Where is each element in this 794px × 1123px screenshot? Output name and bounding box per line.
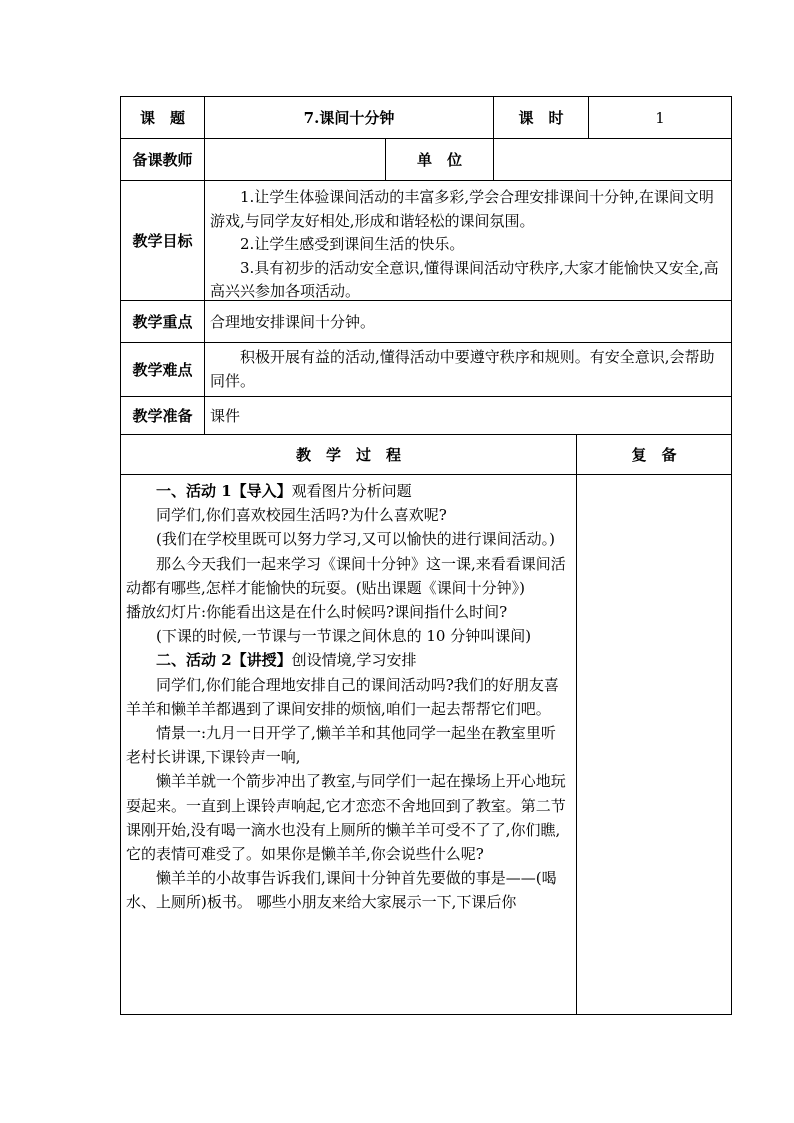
preparation-value: 课件	[210, 406, 241, 425]
goal-item: 2.让学生感受到课间生活的快乐。	[240, 235, 465, 254]
table-border-bottom	[120, 1014, 732, 1015]
table-rule	[120, 342, 732, 343]
table-border-right	[731, 96, 732, 1015]
goals-content	[210, 186, 726, 304]
process-line: (下课的时候,一节课与一节课之间休息的 10 分钟叫课间)	[156, 627, 532, 646]
process-line: 懒羊羊就一个箭步冲出了教室,与同学们一起在操场上开心地玩耍起来。一直到上课铃声响起,它才恋恋不舍地回到了教室。第二节课刚开始,没有喝一滴水也没有上厕所的懒羊羊可受不了了,你们瞧,它的表情可难受了。如果你是懒羊羊,你会说些什么呢?	[126, 772, 566, 864]
difficulty-label: 教学难点	[132, 360, 193, 379]
difficulty-value: 积极开展有益的活动,懂得活动中要遵守秩序和规则。有安全意识,会帮助同伴。	[210, 348, 715, 390]
process-line: 懒羊羊的小故事告诉我们,课间十分钟首先要做的事是——(喝水、上厕所)板书。 哪些小朋友来给大家展示一下,下课后你	[126, 869, 557, 912]
process-heading-text: 观看图片分析问题	[291, 482, 412, 500]
goal-item: 3.具有初步的活动安全意识,懂得课间活动守秩序,大家才能愉快又安全,高高兴兴参加各项活动。	[210, 258, 719, 301]
process-line: 同学们,你们能合理地安排自己的课间活动吗?我们的好朋友喜羊羊和懒羊羊都遇到了课间安排的烦恼,咱们一起去帮帮它们吧。	[126, 675, 559, 718]
process-header: 教 学 过 程	[295, 445, 401, 464]
teacher-label: 备课教师	[132, 150, 193, 169]
process-line: 同学们,你们喜欢校园生活吗?为什么喜欢呢?	[156, 506, 447, 525]
topic-value: 7.课间十分钟	[303, 108, 395, 127]
process-line: 播放幻灯片:你能看出这是在什么时候吗?课间指什么时间?	[126, 603, 508, 622]
process-line: 那么今天我们一起来学习《课间十分钟》这一课,来看看课间活动都有哪些,怎样才能愉快的玩耍。(贴出课题《课间十分钟》)	[126, 554, 566, 597]
process-line: 情景一:九月一日开学了,懒羊羊和其他同学一起坐在教室里听老村长讲课,下课铃声一响,	[126, 724, 556, 767]
process-heading-tag: 一、活动 1【导入】	[156, 482, 292, 500]
key-point-value: 合理地安排课间十分钟。	[210, 312, 376, 331]
hours-value: 1	[655, 108, 665, 127]
key-point-label: 教学重点	[132, 312, 193, 331]
process-line: (我们在学校里既可以努力学习,又可以愉快的进行课间活动。)	[156, 530, 555, 549]
process-heading-text: 创设情境,学习安排	[291, 651, 417, 670]
notes-header: 复 备	[631, 445, 677, 464]
table-rule	[120, 180, 732, 181]
teacher-value	[205, 139, 385, 180]
hours-label: 课 时	[518, 108, 564, 127]
unit-label: 单 位	[416, 150, 462, 169]
goal-item: 1.让学生体验课间活动的丰富多彩,学会合理安排课间十分钟,在课间文明游戏,与同学友好相处,形成和谐轻松的课间氛围。	[210, 188, 714, 230]
topic-label: 课 题	[139, 108, 185, 127]
table-col-divider	[576, 434, 577, 1014]
table-rule	[120, 474, 732, 475]
process-heading	[126, 479, 570, 503]
preparation-label: 教学准备	[132, 406, 193, 425]
process-heading-tag: 二、活动 2【讲授】	[156, 651, 292, 670]
goals-label: 教学目标	[132, 231, 193, 250]
process-heading	[126, 648, 570, 672]
process-content	[126, 479, 570, 915]
unit-value	[494, 139, 731, 180]
